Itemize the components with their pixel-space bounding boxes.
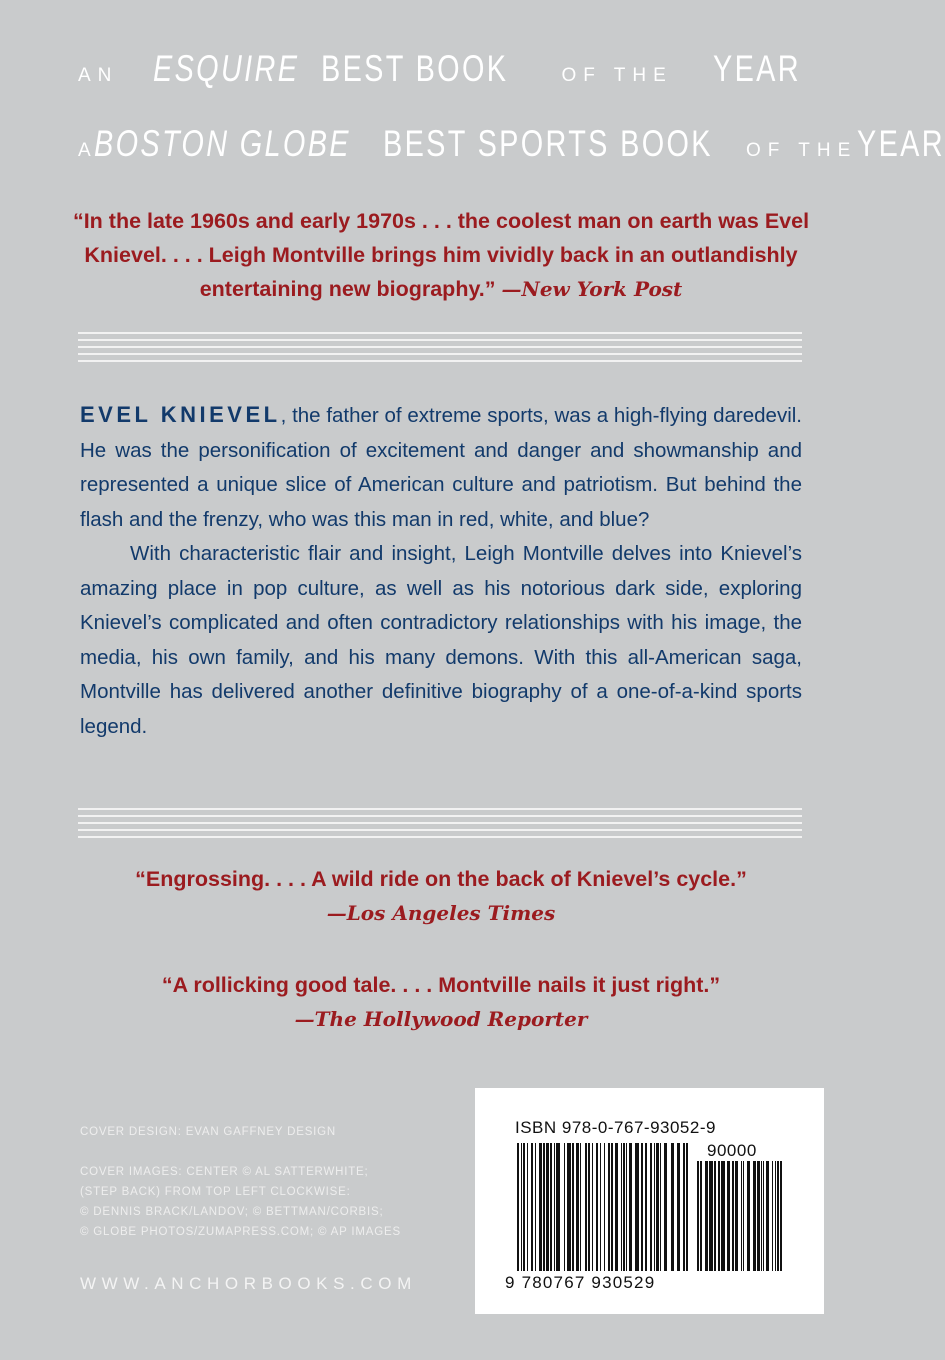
barcode-bar [580, 1143, 581, 1271]
barcode-bar [660, 1143, 661, 1271]
barcode-bar [621, 1143, 622, 1271]
barcode-bar [747, 1161, 750, 1271]
barcode-bar [523, 1143, 525, 1271]
barcode-bar [686, 1143, 688, 1271]
barcode-bar [743, 1161, 744, 1271]
award-esquire [78, 48, 806, 90]
award-boston-globe [78, 123, 945, 165]
quote-source: —New York Post [501, 277, 683, 301]
barcode-bar [554, 1143, 555, 1271]
barcode-bar [592, 1143, 593, 1271]
quote-source: —Los Angeles Times [326, 901, 556, 925]
award-suffix: YEAR [857, 123, 945, 164]
barcode-bar [645, 1143, 647, 1271]
isbn-barcode [475, 1088, 824, 1314]
barcode-bar [656, 1143, 659, 1271]
barcode-bar [714, 1161, 716, 1271]
barcode-bar [705, 1161, 708, 1271]
cover-images-credit [80, 1162, 470, 1242]
barcode-bar [546, 1143, 549, 1271]
barcode-bar [741, 1161, 742, 1271]
barcode-bar [700, 1161, 702, 1271]
award-phrase: BEST SPORTS BOOK [383, 123, 713, 164]
quote-source: —The Hollywood Reporter [294, 1007, 588, 1031]
barcode-bar [654, 1143, 655, 1271]
barcode-bar [567, 1143, 571, 1271]
barcode-bar [539, 1143, 542, 1271]
barcode-bar [527, 1143, 528, 1271]
barcode-bar [772, 1161, 773, 1271]
barcode-bar [556, 1143, 560, 1271]
description-text-1: , the father of extreme sports, was a high-flying daredevil. He was the personification of excitement and danger and showmanship and represented a unique slice of American culture and patriotism. But behind the flash and the frenzy, who was this man in red, white, and blue? [80, 404, 802, 531]
award-prefix: AN [78, 65, 119, 86]
review-quote-la-times [60, 862, 822, 930]
credit-line: © DENNIS BRACK/LANDOV; © BETTMAN/CORBIS; [80, 1206, 384, 1218]
credit-line: © GLOBE PHOTOS/ZUMAPRESS.COM; © AP IMAGES [80, 1226, 401, 1238]
decorative-rules [78, 332, 802, 368]
credit-line: (STEP BACK) FROM TOP LEFT CLOCKWISE: [80, 1186, 351, 1198]
barcode-bar [671, 1143, 674, 1271]
barcode-bar [543, 1143, 545, 1271]
award-publication: BOSTON GLOBE [93, 123, 351, 164]
barcode-bar [596, 1143, 598, 1271]
barcode-bar [753, 1161, 756, 1271]
decorative-rules [78, 808, 802, 844]
award-phrase: BEST BOOK [320, 48, 509, 89]
barcode-bar [604, 1143, 605, 1271]
barcode-bar [683, 1143, 685, 1271]
publisher-website: WWW.ANCHORBOOKS.COM [80, 1274, 417, 1293]
barcode-bar [572, 1143, 574, 1271]
barcode-bar [623, 1143, 625, 1271]
barcode-bar [626, 1143, 627, 1271]
barcode-bar [588, 1143, 590, 1271]
barcode-bar [608, 1143, 610, 1271]
barcode-bar [629, 1143, 632, 1271]
barcode-bar [766, 1161, 769, 1271]
award-of-the: OF THE [561, 65, 673, 86]
cover-design-credit: COVER DESIGN: EVAN GAFFNEY DESIGN [80, 1126, 337, 1138]
award-publication: ESQUIRE [152, 48, 300, 89]
barcode-bar [777, 1161, 779, 1271]
barcode-bar [650, 1143, 652, 1271]
barcode-bar [727, 1161, 730, 1271]
review-quote-hollywood-reporter [60, 968, 822, 1036]
barcode-bar [535, 1143, 536, 1271]
description-paragraph-2: With characteristic flair and insight, Leigh Montville delves into Knievel’s amazing place in pop culture, as well as his notorious dark side, exploring Knievel’s complicated and often contradictory relationships with his image, the media, his own family, and his many demons. With this all-American saga, Montville has delivered another definitive biography of a one-of-a-kind sports legend. [80, 542, 802, 738]
barcode-bar [697, 1161, 699, 1271]
quote-text: “Engrossing. . . . A wild ride on the back of Knievel’s cycle.” [135, 867, 747, 891]
review-quote-ny-post [60, 204, 822, 306]
barcode-bar [611, 1143, 613, 1271]
barcode-bar [709, 1161, 713, 1271]
barcode-digits: 9 780767 930529 [505, 1273, 656, 1292]
barcode-bar [757, 1161, 760, 1271]
barcode-bar [600, 1143, 601, 1271]
barcode-bar [564, 1143, 565, 1271]
award-suffix: YEAR [713, 48, 802, 89]
description-lead: EVEL KNIEVEL [80, 402, 281, 427]
barcode-bar [677, 1143, 680, 1271]
book-description [80, 398, 802, 744]
barcode-bar [585, 1143, 587, 1271]
barcode-bar [735, 1161, 738, 1271]
credit-line: COVER IMAGES: CENTER © AL SATTERWHITE; [80, 1166, 369, 1178]
price-code: 90000 [707, 1141, 757, 1160]
barcode-bar [641, 1143, 643, 1271]
barcode-bar [635, 1143, 639, 1271]
isbn-label: ISBN 978-0-767-93052-9 [515, 1118, 716, 1137]
barcode-bar [576, 1143, 579, 1271]
quote-text: “A rollicking good tale. . . . Montville nails it just right.” [161, 973, 721, 997]
barcode-bar [664, 1143, 667, 1271]
barcode-bar [761, 1161, 762, 1271]
quote-text: “In the late 1960s and early 1970s . . . the coolest man on earth was Evel Knievel. . . . Leigh Montville brings him vividly back in an outlandishly entertaining new biography.” [72, 209, 810, 301]
award-prefix: A [78, 140, 98, 161]
barcode-bar [732, 1161, 734, 1271]
barcode-bar [615, 1143, 618, 1271]
barcode-bar [531, 1143, 533, 1271]
barcode-bar [550, 1143, 552, 1271]
award-of-the: OF THE [745, 140, 858, 161]
description-paragraph-1 [80, 398, 802, 537]
barcode-bar [718, 1161, 720, 1271]
barcode-bar [763, 1161, 764, 1271]
barcode-bar [775, 1161, 776, 1271]
barcode-bar [517, 1143, 519, 1271]
barcode-bar [780, 1161, 782, 1271]
barcode-bar [521, 1143, 522, 1271]
barcode-bar [721, 1161, 725, 1271]
